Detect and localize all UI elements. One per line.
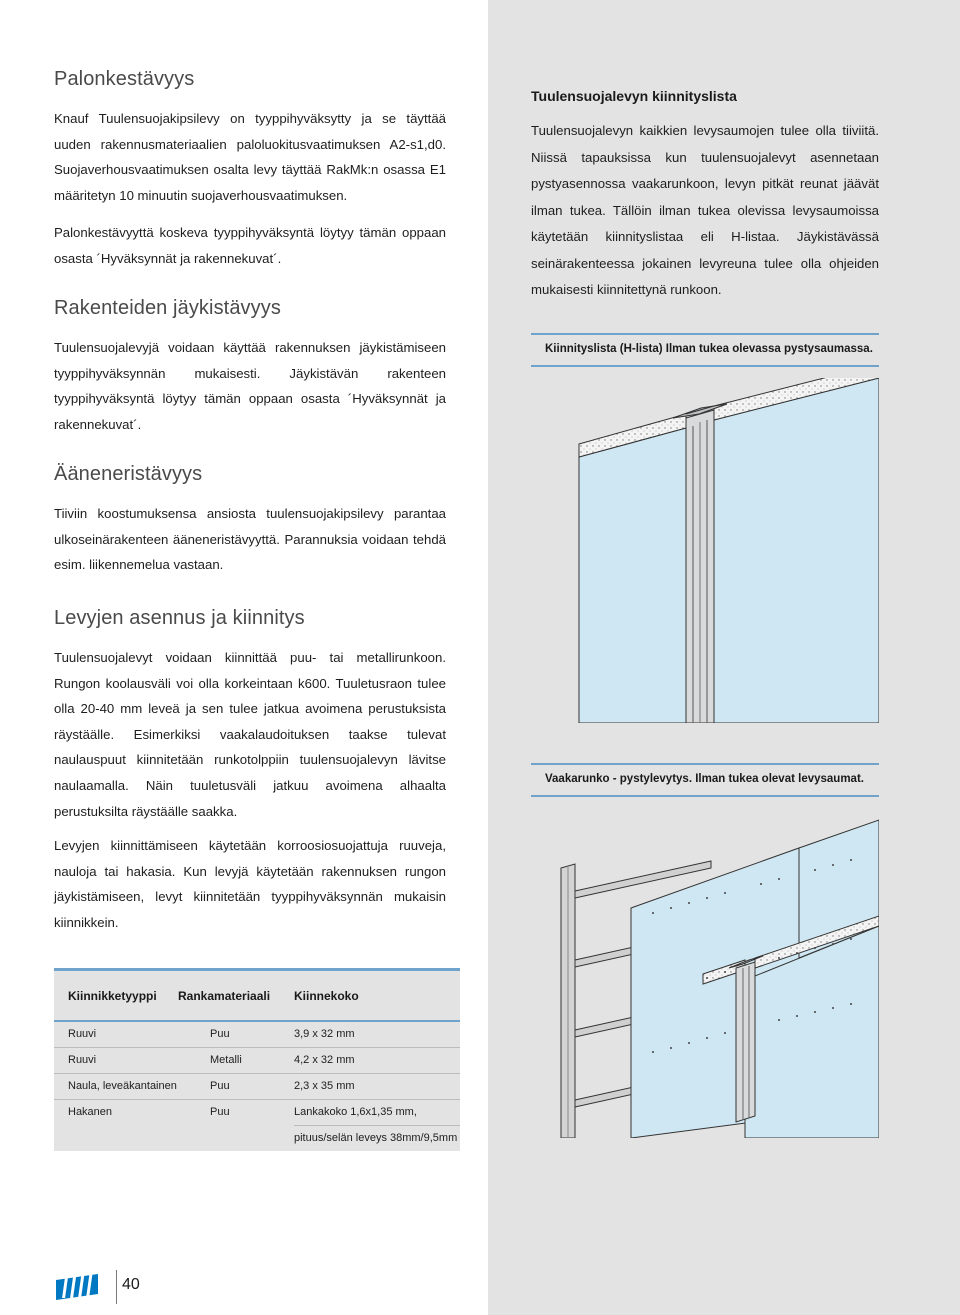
para-asennus-1: Tuulensuojalevyt voidaan kiinnittää puu- tai metallirunkoon. Rungon koolausväli voi olla korkeintaan k600. Tuuletusraon tulee olla 20-40 mm leveä ja sen tulee jatkua avoimena perustuksista räystäälle. Esimerkiksi vaakalaudoituksen taakse tulevat naulauspuut kiinnitetään runkotolppiin tuulensuojalevyn lävitse naulaamalla. Näin tuuletusväli jatkuu avoimena alhaalta perustuksilta räystäälle saakka. [54,650,446,819]
table-header: Kiinnikketyyppi [54,971,178,1021]
h-strip [736,962,755,1122]
table-cell: Metalli [178,1047,294,1073]
board-right-face [714,378,879,723]
table-cell: Ruuvi [54,1047,178,1073]
heading-aaneneristavyys: Ääneneristävyys [54,463,203,485]
kiinnike-table [54,968,460,1151]
table-cell [178,1125,294,1151]
caption-h-lista: Kiinnityslista (H-lista) Ilman tukea olevassa pystysaumassa. [531,333,879,367]
table-cell: Puu [178,1073,294,1099]
caption-vaakarunko: Vaakarunko - pystylevytys. Ilman tukea olevat levysaumat. [531,763,879,797]
page-number: 40 [122,1276,140,1293]
table-row [54,1125,460,1151]
table-header-row [54,971,460,1021]
footer-divider [116,1270,117,1304]
table-row [54,1099,460,1125]
board-left-face [579,428,686,723]
para-aaneneristavyys: Tiiviin koostumuksensa ansiosta tuulensuojakipsilevy parantaa ulkoseinärakenteen ääneneristävyyttä. Parannuksia voidaan tehdä esim. liikennemelua vastaan. [54,506,446,573]
table-cell: Ruuvi [54,1021,178,1047]
table-cell: Hakanen [68,1106,113,1119]
table-cell: Puu [210,1106,230,1119]
heading-palonkestavyys: Palonkestävyys [54,68,195,90]
table-header: Rankamateriaali [178,971,294,1021]
table-cell [54,1125,178,1151]
table-cell: Puu [178,1021,294,1047]
para-jaykistavyys: Tuulensuojalevyjä voidaan käyttää rakennuksen jäykistämiseen tyyppihyväksynnän mukaisesti. Jäykistävän rakenteen tyyppihyväksyntä löytyy tämän oppaan osasta ´Hyväksynnät ja rakennekuvat´. [54,340,446,432]
table-cell: Lankakoko 1,6x1,35 mm, [294,1099,460,1125]
para-kiinnityslista: Tuulensuojalevyn kaikkien levysaumojen tulee olla tiiviitä. Niissä tapauksissa kun tuulensuojalevyt asennetaan pystyasennossa vaakarunkoon, levyn pitkät reunat jäävät ilman tukea. Tällöin ilman tukea olevissa levysaumoissa käytetään kiinnityslistaa eli H-listaa. Jäykistävässä seinärakenteessa jokainen levyreuna tulee olla ohjeiden mukaisesti kiinnitettynä runkoon. [531,123,879,297]
heading-kiinnityslista: Tuulensuojalevyn kiinnityslista [531,88,737,104]
table-cell: 3,9 x 32 mm [294,1021,460,1047]
heading-jaykistavyys: Rakenteiden jäykistävyys [54,297,281,319]
table-header: Kiinnekoko [294,971,460,1021]
para-palonkestavyys-2: Palonkestävyyttä koskeva tyyppihyväksyntä löytyy tämän oppaan osasta ´Hyväksynnät ja rakennekuvat´. [54,225,446,266]
figure-vaakarunko [531,808,879,1138]
para-palonkestavyys-1: Knauf Tuulensuojakipsilevy on tyyppihyväksytty ja se täyttää uuden rakennusmateriaalien paloluokitusvaatimuksen A2-s1,d0. Suojaverhousvaatimuksen osalta levy täyttää RakMk:n osassa E1 määritetyn 10 minuutin suojaverhousvaatimuksen. [54,111,446,203]
table-cell: Naula, leveäkantainen [54,1073,178,1099]
knauf-logo-icon [54,1270,104,1302]
table-row [54,1047,460,1073]
table-cell: 2,3 x 35 mm [294,1073,460,1099]
para-asennus-2: Levyjen kiinnittämiseen käytetään korroosiosuojattuja ruuveja, nauloja tai hakasia. Kun levyjä käytetään rakennuksen rungon jäykistämiseen, levyt kiinnitetään tyyppihyväksynnän mukaisin kiinnikkein. [54,838,446,930]
heading-asennus: Levyjen asennus ja kiinnitys [54,607,305,629]
table-row [54,1021,460,1047]
figure-h-lista-seam [531,378,879,723]
table-cell: 4,2 x 32 mm [294,1047,460,1073]
table-cell: pituus/selän leveys 38mm/9,5mm [294,1132,458,1145]
kiinnike-table-grid [54,971,460,1151]
table-row [54,1073,460,1099]
